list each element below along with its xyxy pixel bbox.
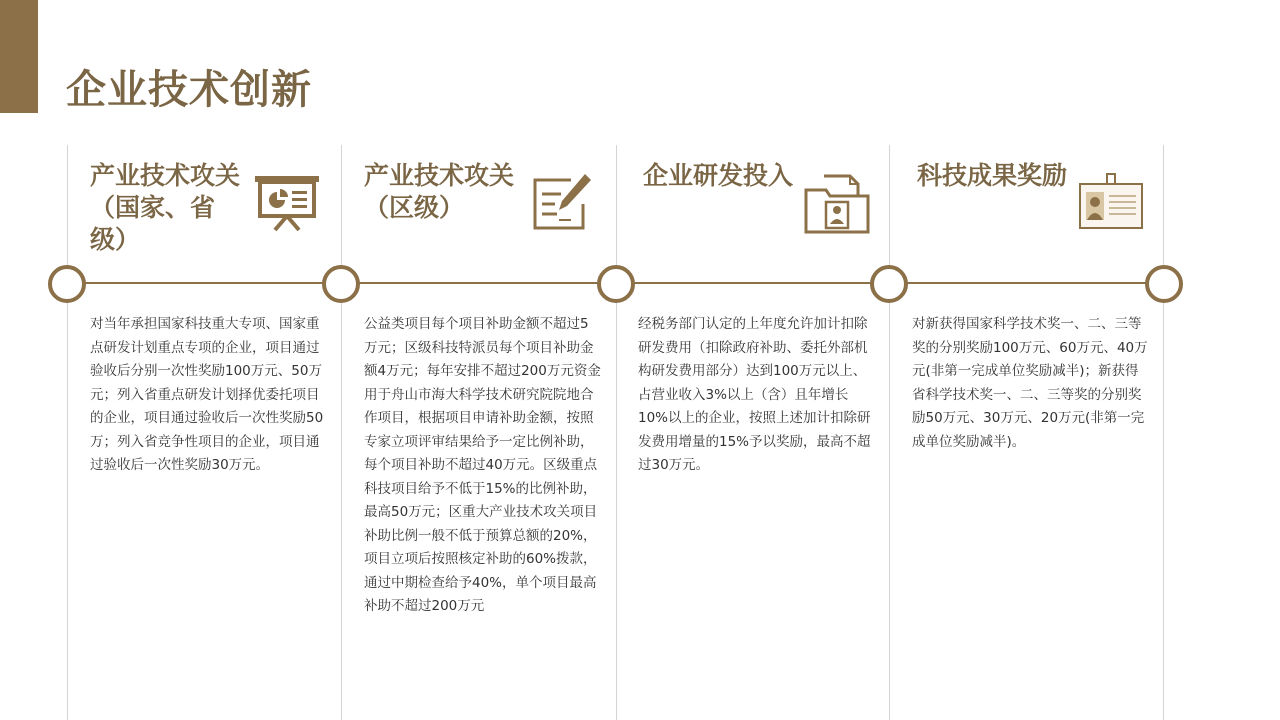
document-pen-icon xyxy=(527,170,595,238)
column-body: 经税务部门认定的上年度允许加计扣除研发费用（扣除政府补助、委托外部机构研发费用部分）达到100万元以上、占营业收入3%以上（含）且年增长10%以上的企业，按照上述加计扣除研发费用增量的15%予以奖励，最高不超过30万元。 xyxy=(638,316,871,473)
column-body: 公益类项目每个项目补助金额不超过5万元；区级科技特派员每个项目补助金额4万元；每年安排不超过200万元资金用于舟山市海大科学技术研究院院地合作项目，根据项目申请补助金额，按照专家立项评审结果给予一定比例补助，每个项目补助不超过40万元。区级重点科技项目给予不低于15%的比例补助，最高50万元；区重大产业技术攻关项目补助比例一般不低于预算总额的20%，项目立项后按照核定补助的60%拨款，通过中期检查给予40%，单个项目最高补助不超过200万元 xyxy=(364,316,601,614)
accent-bar xyxy=(0,0,38,113)
timeline-node xyxy=(48,265,86,303)
folder-person-icon xyxy=(804,170,872,238)
column-divider xyxy=(341,145,342,720)
column-divider xyxy=(889,145,890,720)
column-title: 企业研发投入 xyxy=(643,161,794,190)
column-divider xyxy=(616,145,617,720)
timeline-node xyxy=(322,265,360,303)
timeline-node xyxy=(1145,265,1183,303)
column-body: 对新获得国家科学技术奖一、二、三等奖的分别奖励100万元、60万元、40万元(非第一完成单位奖励减半)；新获得省科学技术奖一、二、三等奖的分别奖励50万元、30万元、20万元(非第一完成单位奖励减半)。 xyxy=(912,316,1148,450)
column-title: 产业技术攻关（区级） xyxy=(364,161,515,222)
column-divider xyxy=(1163,145,1164,720)
column-title: 产业技术攻关（国家、省级） xyxy=(90,161,241,254)
column-body: 对当年承担国家科技重大专项、国家重点研发计划重点专项的企业，项目通过验收后分别一次性奖励100万元、50万元；列入省重点研发计划择优委托项目的企业，项目通过验收后一次性奖励50 万；列入省竞争性项目的企业，项目通过验收后一次性奖励30万元。 xyxy=(90,316,337,473)
id-badge-icon xyxy=(1077,170,1145,238)
column-divider xyxy=(67,145,68,720)
page-title: 企业技术创新 xyxy=(66,67,312,113)
column-title: 科技成果奖励 xyxy=(917,161,1068,190)
timeline-node xyxy=(597,265,635,303)
presentation-board-icon xyxy=(253,170,321,238)
timeline-node xyxy=(870,265,908,303)
